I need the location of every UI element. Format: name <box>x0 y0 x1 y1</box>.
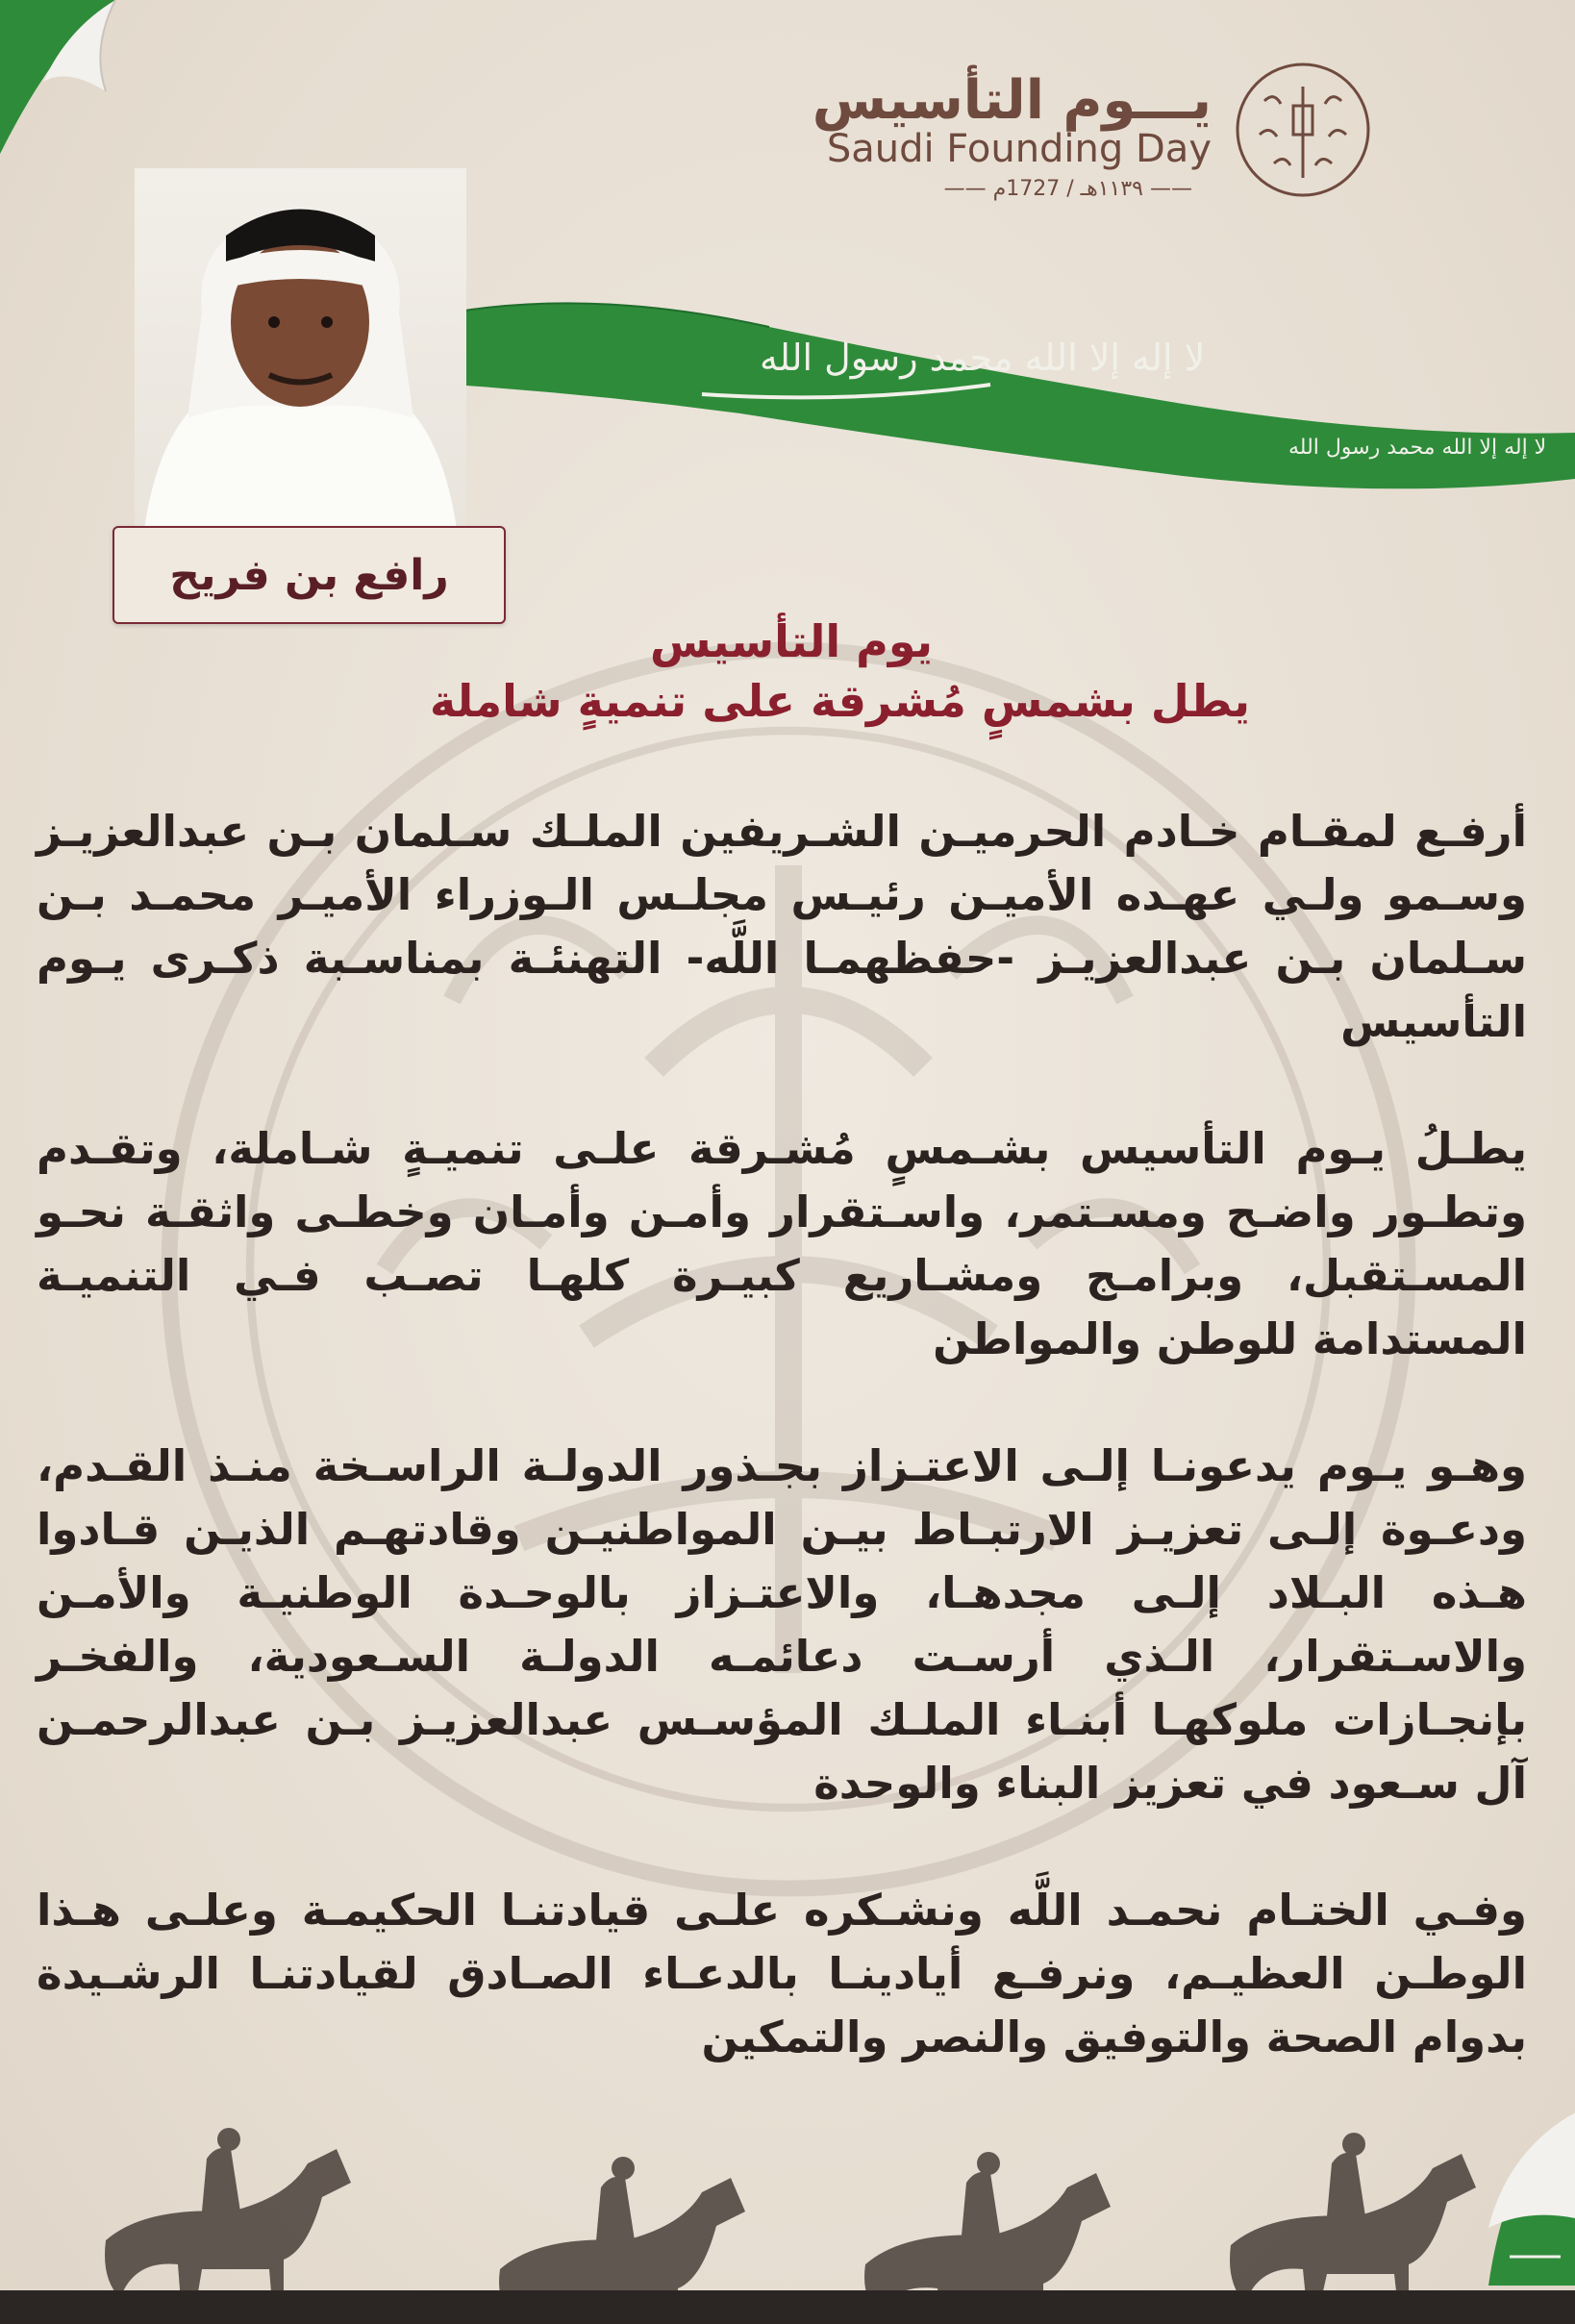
flag-shahada-small-text: لا إله إلا الله محمد رسول الله <box>1288 436 1547 460</box>
author-portrait <box>135 168 466 529</box>
corner-curl-top-left <box>0 0 163 154</box>
author-name-box <box>112 526 506 624</box>
logo-english-text: Saudi Founding Day <box>826 127 1212 171</box>
article-title: يوم التأسيس <box>650 615 933 667</box>
corner-curl-bottom-right <box>1450 2093 1575 2286</box>
paragraph-3: وهـو يـوم يدعونـا إلـى الاعتـزاز بجـذور الدولـة الراسـخة منـذ القـدم، ودعـوة إلـى تعزيـز الارتبـاط بيـن المواطنيـن وقادتهـم الذيـن قـادوا هـذه البـلاد إلـى مجدهـا، والاعتـزاز بالوحـدة الوطنيـة والأمـن والاسـتقرار، الـذي أرسـت دعائمـه الدولـة السـعودية، والفخـر بإنجـازات ملوكهـا أبنـاء الملـك المؤسـس عبدالعزيـز بـن عبدالرحمـن آل سـعود في تعزيز البناء والوحدة <box>37 1440 1527 1809</box>
logo-years-text: —— ١١٣٩هـ / 1727م —— <box>943 177 1192 201</box>
author-photo-icon <box>135 168 466 529</box>
article-body <box>37 800 1527 2133</box>
saudi-founding-day-logo <box>812 58 1490 212</box>
logo-arabic-text: يـــوم التأسيس <box>812 69 1212 132</box>
author-name: رافع بن فريح <box>169 550 449 600</box>
paragraph-4: وفـي الختـام نحمـد اللَّه ونشـكره علـى قيادتنـا الحكيمـة وعلـى هـذا الوطـن العظيـم، ونرفـع أيادينـا بالدعـاء الصـادق لقيادتنـا الرشـيدة بدوام الصحة والتوفيق والنصر والتمكين <box>37 1885 1527 2062</box>
paragraph-2: يطـلُ يـوم التأسيس بشـمسٍ مُشـرقة علـى تنميـةٍ شـاملة، وتقـدم وتطـور واضـح ومسـتمر، واسـتقرار وأمـن وأمـان وخطـى واثقـة نحـو المسـتقبل، وبرامـج ومشـاريع كبيـرة كلهـا تصـب فـي التنميـة المستدامة للوطن والمواطن <box>37 1123 1527 1364</box>
flag-shahada-text: لا إله إلا الله محمد رسول الله <box>760 337 1206 379</box>
horse-riders-illustration <box>0 2067 1575 2324</box>
article-subtitle: يطل بشمسٍ مُشرقة على تنميةٍ شاملة <box>429 675 1250 727</box>
paragraph-1: أرفـع لمقـام خـادم الحرميـن الشـريفين الملـك سـلمان بـن عبدالعزيـز وسـمو ولـي عهـده الأميـن رئيـس مجلـس الـوزراء الأميـر محمـد بـن سـلمان بـن عبدالعزيـز -حفظهمـا اللَّه- التهنئـة بمناسـبة ذكـرى يـوم التأسيس <box>37 806 1527 1047</box>
founding-day-emblem-icon <box>1221 58 1385 202</box>
saudi-flag-band <box>452 269 1575 500</box>
